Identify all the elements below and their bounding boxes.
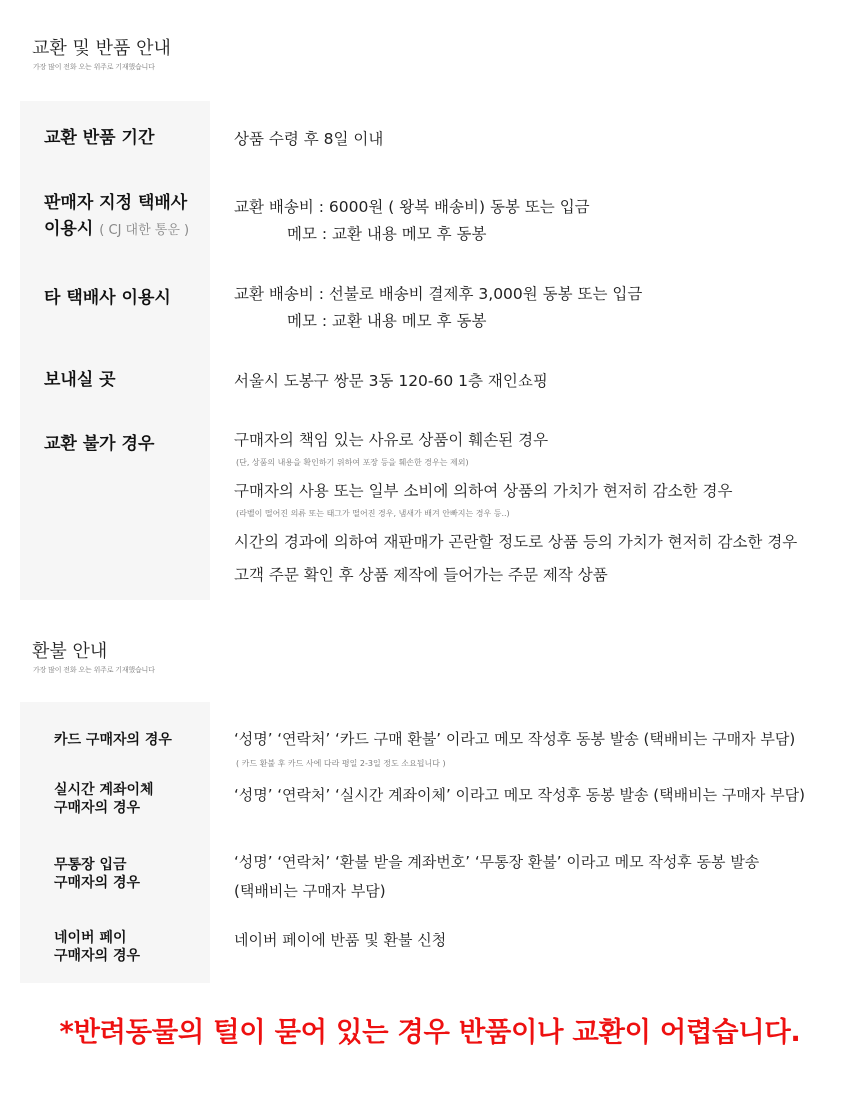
label-deposit-buyer: 무통장 입금 (54, 857, 127, 873)
label-ship-address: 보내실 곳 (44, 370, 116, 390)
deposit-buyer-text: ‘성명’ ‘연락처’ ‘환불 받을 계좌번호’ ‘무통장 환불’ 이라고 메모 작성후 동봉 발송 (234, 853, 760, 871)
designated-courier-memo: 메모 : 교환 내용 메모 후 동봉 (287, 225, 487, 243)
card-buyer-note: ( 카드 환불 후 카드 사에 다라 평일 2-3일 정도 소요됩니다 ) (236, 759, 446, 768)
other-courier-fee: 교환 배송비 : 선불로 배송비 결제후 3,000원 동봉 또는 입금 (234, 285, 643, 303)
label-deposit-buyer-line2: 구매자의 경우 (54, 875, 141, 891)
deposit-buyer-text-2: (택배비는 구매자 부담) (234, 882, 386, 900)
courier-name-note: ( CJ 대한 통운 ) (99, 223, 190, 238)
pet-hair-warning: *반려동물의 털이 묻어 있는 경우 반품이나 교환이 어렵습니다. (59, 1017, 801, 1048)
label-exchange-period: 교환 반품 기간 (44, 128, 155, 148)
label-transfer-buyer-line2: 구매자의 경우 (54, 800, 141, 816)
label-naverpay-buyer-line2: 구매자의 경우 (54, 948, 141, 964)
other-courier-memo: 메모 : 교환 내용 메모 후 동봉 (287, 312, 487, 330)
unavailable-note-2: (라벨이 떨어진 의류 또는 태그가 떨어진 경우, 냄새가 배겨 안빠지는 경우 등..) (236, 509, 510, 518)
exchange-label-column (20, 101, 210, 600)
label-card-buyer: 카드 구매자의 경우 (54, 732, 172, 748)
label-designated-courier: 판매자 지정 택배사 (44, 193, 188, 213)
label-other-courier: 타 택배사 이용시 (44, 288, 171, 308)
label-exchange-unavailable: 교환 불가 경우 (44, 434, 155, 454)
transfer-buyer-text: ‘성명’ ‘연락처’ ‘실시간 계좌이체’ 이라고 메모 작성후 동봉 발송 (택배비는 구매자 부담) (234, 786, 805, 804)
unavailable-note-1: (단, 상품의 내용을 확인하기 위하여 포장 등을 훼손한 경우는 제외) (236, 458, 469, 467)
card-buyer-text: ‘성명’ ‘연락처’ ‘카드 구매 환불’ 이라고 메모 작성후 동봉 발송 (택배비는 구매자 부담) (234, 730, 796, 748)
label-transfer-buyer: 실시간 계좌이체 (54, 782, 154, 798)
unavailable-item-3: 시간의 경과에 의하여 재판매가 곤란할 정도로 상품 등의 가치가 현저히 감소한 경우 (234, 533, 798, 551)
naverpay-buyer-text: 네이버 페이에 반품 및 환불 신청 (234, 931, 447, 949)
label-designated-courier-use: 이용시 (44, 219, 94, 239)
label-designated-courier-line2 (44, 215, 189, 245)
refund-section-subtitle: 가장 많이 전화 오는 위주로 기재했습니다 (33, 666, 155, 674)
exchange-section-subtitle: 가장 많이 전화 오는 위주로 기재했습니다 (33, 63, 155, 71)
unavailable-item-2: 구매자의 사용 또는 일부 소비에 의하여 상품의 가치가 현저히 감소한 경우 (234, 482, 733, 500)
exchange-period-text: 상품 수령 후 8일 이내 (234, 130, 384, 148)
exchange-section-title: 교환 및 반품 안내 (32, 38, 171, 59)
label-naverpay-buyer: 네이버 페이 (54, 930, 127, 946)
refund-section-title: 환불 안내 (32, 641, 108, 662)
designated-courier-fee: 교환 배송비 : 6000원 ( 왕복 배송비) 동봉 또는 입금 (234, 198, 590, 216)
unavailable-item-1: 구매자의 책임 있는 사유로 상품이 훼손된 경우 (234, 431, 549, 449)
unavailable-item-4: 고객 주문 확인 후 상품 제작에 들어가는 주문 제작 상품 (234, 566, 608, 584)
ship-address-text: 서울시 도봉구 쌍문 3동 120-60 1층 재인쇼핑 (234, 372, 548, 390)
